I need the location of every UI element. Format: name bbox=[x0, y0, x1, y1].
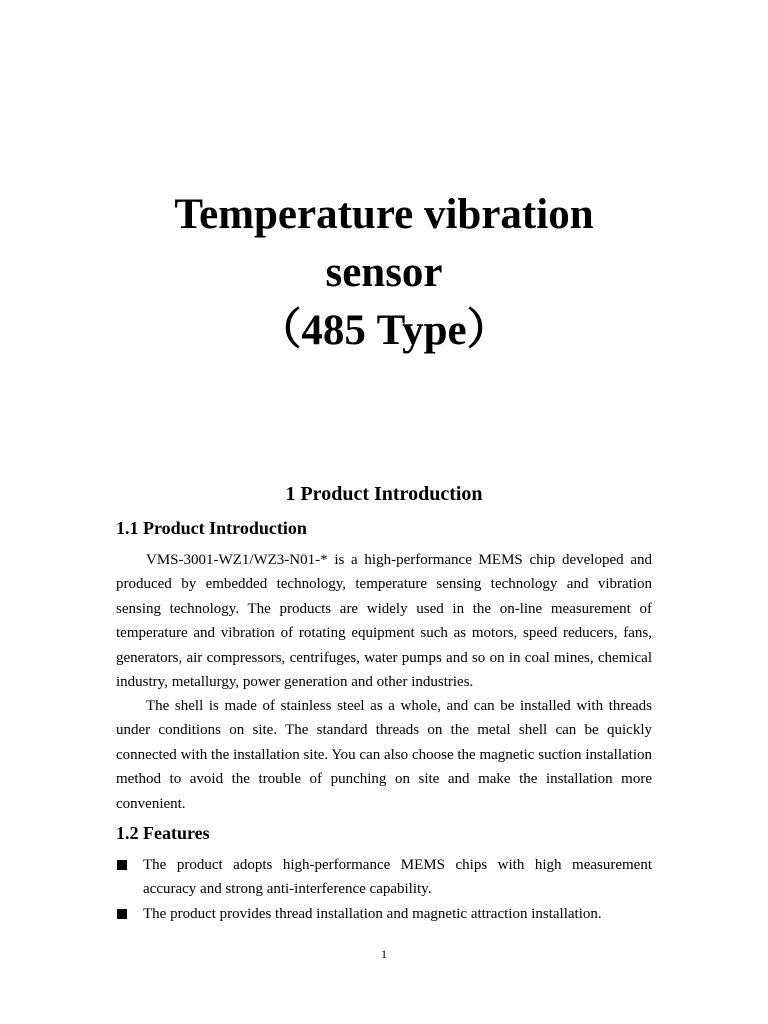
title-line-2: sensor bbox=[325, 249, 443, 296]
page-number: 1 bbox=[381, 947, 387, 961]
title-line-3: （485 Type） bbox=[258, 307, 510, 354]
feature-list bbox=[116, 853, 652, 926]
square-bullet-icon bbox=[117, 909, 127, 919]
subsection-heading-product-introduction: 1.1 Product Introduction bbox=[116, 518, 307, 538]
section-heading: 1 Product Introduction bbox=[285, 483, 483, 505]
square-bullet-icon bbox=[117, 860, 127, 870]
subsection-heading-features: 1.2 Features bbox=[116, 823, 210, 843]
paragraph-2 bbox=[116, 694, 652, 816]
document-title bbox=[0, 186, 768, 360]
feature-text: The product provides thread installation and magnetic attraction installation. bbox=[143, 905, 602, 922]
paragraph-2-text: The shell is made of stainless steel as a whole, and can be installed with threads under conditions on site. The standard threads on the metal shell can be quickly connected with the installation site. You can also choose the magnetic suction installation method to avoid the trouble of punching on site and make the installation more convenient. bbox=[116, 698, 652, 812]
feature-text: The product adopts high-performance MEMS chips with high measurement accuracy and strong anti-interference capability. bbox=[143, 857, 652, 898]
title-line-1: Temperature vibration bbox=[174, 191, 594, 238]
paragraph-1 bbox=[116, 548, 652, 694]
paragraph-1-text: VMS-3001-WZ1/WZ3-N01-* is a high-performance MEMS chip developed and produced by embedded technology, temperature sensing technology and vibration sensing technology. The products are widely used in the on-line measurement of temperature and vibration of rotating equipment such as motors, speed reducers, fans, generators, air compressors, centrifuges, water pumps and so on in coal mines, chemical industry, metallurgy, power generation and other industries. bbox=[116, 552, 652, 691]
list-item bbox=[116, 902, 652, 926]
list-item bbox=[116, 853, 652, 902]
